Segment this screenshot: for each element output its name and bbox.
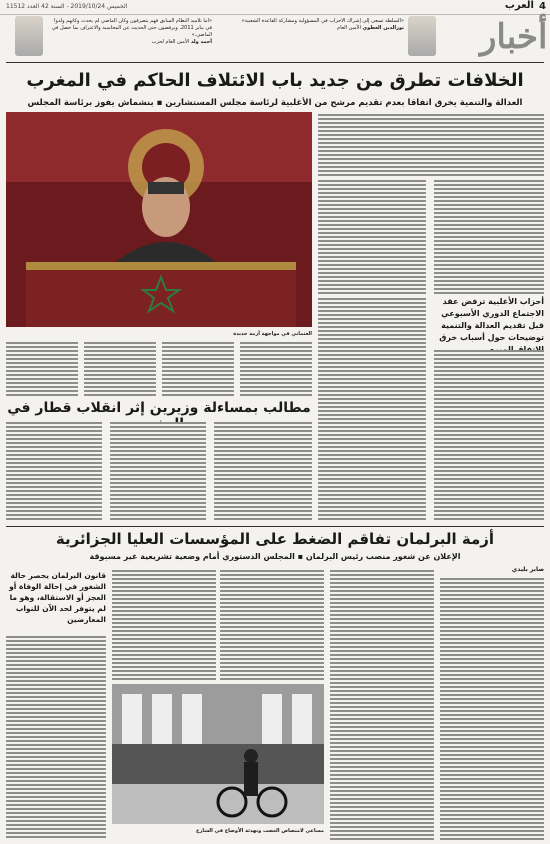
main-subheadline: العدالة والتنمية يخرق اتفاقا بعدم تقديم مرشح من الأغلبية لرئاسة مجلس المستشارين ▪ بنشماش يفوز برئاسة المجلس [27, 98, 523, 108]
train-story-text [162, 342, 234, 397]
main-photo [6, 112, 312, 327]
algeria-story-text [220, 570, 324, 680]
main-body-text [318, 180, 426, 295]
main-headline: الخلافات تطرق من جديد باب الائتلاف الحاكم في المغرب [26, 70, 524, 91]
columnist-quote: «أما تلاميذ النظام السابق فهم يتصرفون وكأن الماضي لم يحدث وكأنهم ولدوا في يناير 2011، ويرفضون حتى الحديث عن المحاسبة والاعتراف بما حصل في الماضي.» أحمد ولد الأمين العام لحزب [51, 18, 212, 45]
divider [6, 62, 544, 63]
algeria-story-text [112, 570, 216, 680]
main-body-text [434, 350, 544, 520]
algeria-story-text [330, 570, 434, 840]
algeria-photo-caption: مساعي لامتصاص الغضب وتهدئة الأوضاع في الشارع [196, 828, 324, 834]
columnist-photo [15, 16, 43, 56]
columnist-photo [408, 16, 436, 56]
columnist-quote: «السلطة تسعى إلى إشراك الأحزاب في المسؤولية ومشاركة القاعدة الشعبية» نورالدين العطوي الأمين العام [241, 18, 404, 31]
main-photo-caption: العثماني في مواجهة أزمة جديدة [233, 331, 312, 337]
date-line: الخميس 2019/10/24 - السنة 42 العدد 11512 [6, 3, 128, 10]
top-bar [0, 0, 550, 15]
main-body-text [318, 298, 426, 520]
train-story-text [240, 342, 312, 397]
main-inset-title: أحزاب الأغلبية ترفض عقد الاجتماع الدوري الأسبوعي قبل تقديم العدالة والتنمية توضيحات حول أسباب خرق [439, 297, 544, 342]
train-story-text [110, 422, 206, 522]
main-body-text [434, 180, 544, 295]
paper-logo: العرب [504, 0, 534, 11]
divider [6, 526, 544, 527]
train-headline: مطالب بمساءلة وزيرين إثر انقلاب قطار في [7, 400, 311, 416]
train-story-text [84, 342, 156, 397]
algeria-story-text [6, 636, 106, 840]
train-story-text [6, 342, 78, 397]
algeria-headline: أزمة البرلمان تفاقم الضغط على المؤسسات العليا الجزائرية [55, 530, 495, 548]
page-number: 4 [539, 1, 546, 12]
section-label: أخبار [480, 17, 548, 57]
street-photo-svg [112, 684, 324, 824]
byline: صابر بليدي [511, 566, 544, 573]
train-story-text [6, 422, 102, 522]
minister-photo-svg [6, 112, 312, 327]
main-lead-text [318, 114, 544, 176]
algeria-subheadline: الإعلان عن شغور منصب رئيس البرلمان ▪ المجلس الدستوري أمام وضعية تشريعية غير مسبوقة [89, 552, 461, 561]
algeria-side-title: قانون البرلمان يحصر حالة الشغور في إحالة الوفاة أو العجز أو الاستقالة، وهو ما لم يتوفر لحد الآن للنواب المعارضين [9, 571, 106, 624]
algeria-story-text [440, 578, 544, 840]
algeria-photo [112, 684, 324, 824]
train-story-text [214, 422, 312, 522]
